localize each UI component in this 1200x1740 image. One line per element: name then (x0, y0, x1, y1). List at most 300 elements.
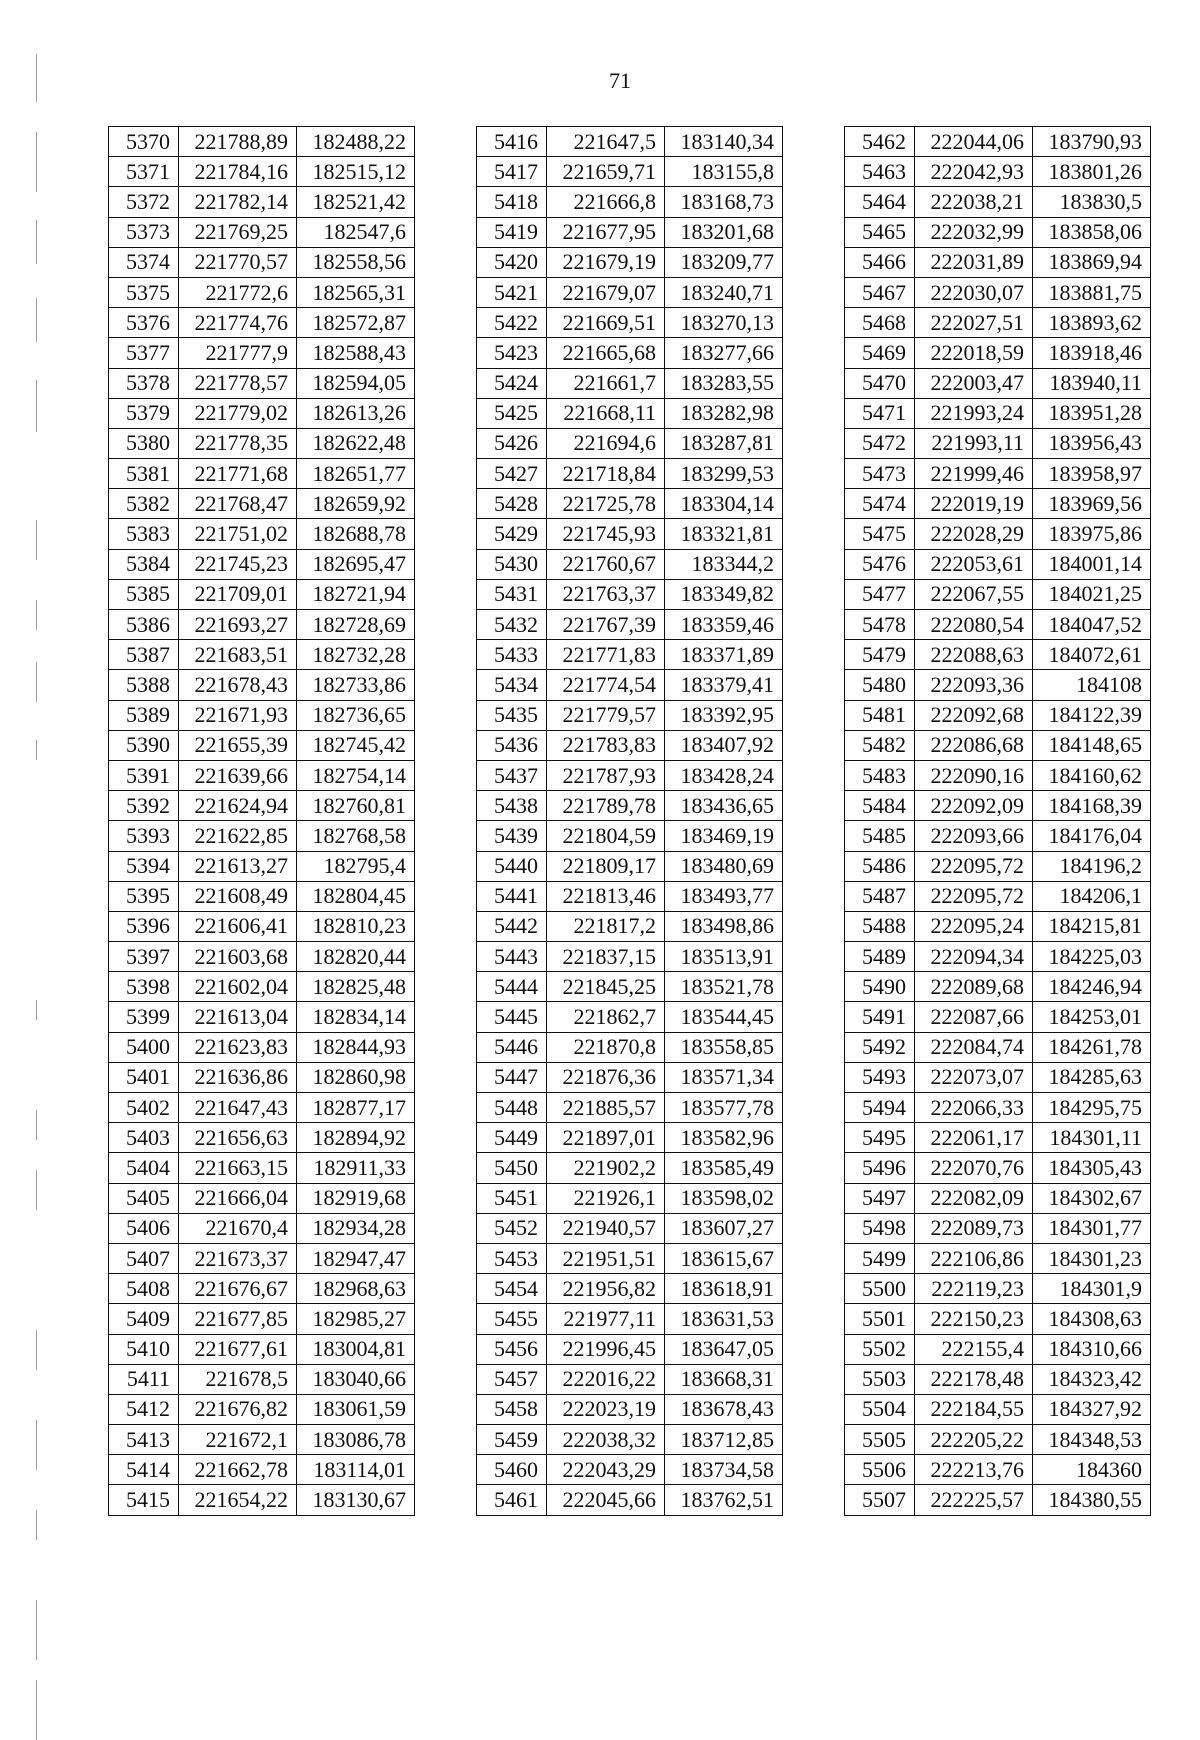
x-coordinate-cell: 222184,55 (915, 1394, 1033, 1424)
x-coordinate-cell: 222213,76 (915, 1455, 1033, 1485)
x-coordinate-cell: 222080,54 (915, 610, 1033, 640)
point-number-cell: 5437 (477, 760, 547, 790)
table-row (845, 1183, 1151, 1213)
x-coordinate-cell: 221679,19 (547, 247, 665, 277)
y-coordinate-cell: 182760,81 (297, 791, 415, 821)
point-number-cell: 5454 (477, 1274, 547, 1304)
y-coordinate-cell: 182947,47 (297, 1243, 415, 1273)
point-number-cell: 5421 (477, 277, 547, 307)
point-number-cell: 5483 (845, 760, 915, 790)
x-coordinate-cell: 221771,68 (179, 459, 297, 489)
table-row (477, 1304, 783, 1334)
y-coordinate-cell: 183544,45 (665, 1002, 783, 1032)
y-coordinate-cell: 183969,56 (1033, 489, 1151, 519)
x-coordinate-cell: 222095,72 (915, 881, 1033, 911)
table-row (477, 700, 783, 730)
x-coordinate-cell: 221677,85 (179, 1304, 297, 1334)
point-number-cell: 5492 (845, 1032, 915, 1062)
table-row (109, 760, 415, 790)
point-number-cell: 5500 (845, 1274, 915, 1304)
x-coordinate-cell: 221940,57 (547, 1213, 665, 1243)
point-number-cell: 5404 (109, 1153, 179, 1183)
x-coordinate-cell: 221678,5 (179, 1364, 297, 1394)
x-coordinate-cell: 221782,14 (179, 187, 297, 217)
table-row (109, 247, 415, 277)
x-coordinate-cell: 221672,1 (179, 1425, 297, 1455)
y-coordinate-cell: 184047,52 (1033, 610, 1151, 640)
y-coordinate-cell: 182733,86 (297, 670, 415, 700)
table-row (845, 489, 1151, 519)
x-coordinate-cell: 221779,02 (179, 398, 297, 428)
table-row (477, 368, 783, 398)
point-number-cell: 5436 (477, 730, 547, 760)
x-coordinate-cell: 221787,93 (547, 760, 665, 790)
x-coordinate-cell: 221745,23 (179, 549, 297, 579)
table-row (845, 459, 1151, 489)
point-number-cell: 5481 (845, 700, 915, 730)
table-row (477, 157, 783, 187)
table-row (109, 670, 415, 700)
y-coordinate-cell: 184206,1 (1033, 881, 1151, 911)
point-number-cell: 5422 (477, 308, 547, 338)
x-coordinate-cell: 222019,19 (915, 489, 1033, 519)
point-number-cell: 5413 (109, 1425, 179, 1455)
point-number-cell: 5385 (109, 579, 179, 609)
table-row (109, 911, 415, 941)
x-coordinate-cell: 221771,83 (547, 640, 665, 670)
point-number-cell: 5495 (845, 1123, 915, 1153)
point-number-cell: 5507 (845, 1485, 915, 1515)
x-coordinate-cell: 222016,22 (547, 1364, 665, 1394)
x-coordinate-cell: 221783,83 (547, 730, 665, 760)
y-coordinate-cell: 183469,19 (665, 821, 783, 851)
y-coordinate-cell: 183283,55 (665, 368, 783, 398)
y-coordinate-cell: 184225,03 (1033, 942, 1151, 972)
table-row (109, 368, 415, 398)
point-number-cell: 5461 (477, 1485, 547, 1515)
x-coordinate-cell: 221693,27 (179, 610, 297, 640)
table-row (477, 1364, 783, 1394)
x-coordinate-cell: 221772,6 (179, 277, 297, 307)
y-coordinate-cell: 182659,92 (297, 489, 415, 519)
point-number-cell: 5433 (477, 640, 547, 670)
coordinate-table-2 (476, 126, 783, 1516)
y-coordinate-cell: 182572,87 (297, 308, 415, 338)
y-coordinate-cell: 184021,25 (1033, 579, 1151, 609)
point-number-cell: 5459 (477, 1425, 547, 1455)
y-coordinate-cell: 184072,61 (1033, 640, 1151, 670)
y-coordinate-cell: 182911,33 (297, 1153, 415, 1183)
x-coordinate-cell: 221671,93 (179, 700, 297, 730)
table-row (109, 942, 415, 972)
y-coordinate-cell: 184285,63 (1033, 1062, 1151, 1092)
table-row (477, 1002, 783, 1032)
x-coordinate-cell: 222087,66 (915, 1002, 1033, 1032)
point-number-cell: 5412 (109, 1394, 179, 1424)
point-number-cell: 5497 (845, 1183, 915, 1213)
x-coordinate-cell: 221789,78 (547, 791, 665, 821)
table-row (109, 1093, 415, 1123)
point-number-cell: 5435 (477, 700, 547, 730)
y-coordinate-cell: 183678,43 (665, 1394, 783, 1424)
point-number-cell: 5473 (845, 459, 915, 489)
table-row (109, 1455, 415, 1485)
y-coordinate-cell: 184122,39 (1033, 700, 1151, 730)
table-row (845, 791, 1151, 821)
point-number-cell: 5441 (477, 881, 547, 911)
point-number-cell: 5493 (845, 1062, 915, 1092)
table-row (477, 821, 783, 851)
point-number-cell: 5447 (477, 1062, 547, 1092)
table-row (845, 730, 1151, 760)
point-number-cell: 5427 (477, 459, 547, 489)
point-number-cell: 5398 (109, 972, 179, 1002)
point-number-cell: 5408 (109, 1274, 179, 1304)
y-coordinate-cell: 184001,14 (1033, 549, 1151, 579)
y-coordinate-cell: 183282,98 (665, 398, 783, 428)
point-number-cell: 5457 (477, 1364, 547, 1394)
x-coordinate-cell: 221885,57 (547, 1093, 665, 1123)
y-coordinate-cell: 183168,73 (665, 187, 783, 217)
y-coordinate-cell: 184308,63 (1033, 1304, 1151, 1334)
x-coordinate-cell: 222119,23 (915, 1274, 1033, 1304)
point-number-cell: 5444 (477, 972, 547, 1002)
x-coordinate-cell: 221993,11 (915, 428, 1033, 458)
x-coordinate-cell: 221845,25 (547, 972, 665, 1002)
table-row (477, 549, 783, 579)
point-number-cell: 5399 (109, 1002, 179, 1032)
y-coordinate-cell: 183618,91 (665, 1274, 783, 1304)
point-number-cell: 5407 (109, 1243, 179, 1273)
point-number-cell: 5379 (109, 398, 179, 428)
table-row (845, 640, 1151, 670)
x-coordinate-cell: 221666,04 (179, 1183, 297, 1213)
table-row (109, 700, 415, 730)
x-coordinate-cell: 222155,4 (915, 1334, 1033, 1364)
point-number-cell: 5374 (109, 247, 179, 277)
point-number-cell: 5424 (477, 368, 547, 398)
table-row (109, 972, 415, 1002)
table-row (109, 1334, 415, 1364)
x-coordinate-cell: 221956,82 (547, 1274, 665, 1304)
table-row (109, 187, 415, 217)
x-coordinate-cell: 222092,09 (915, 791, 1033, 821)
point-number-cell: 5418 (477, 187, 547, 217)
table-row (109, 1183, 415, 1213)
point-number-cell: 5423 (477, 338, 547, 368)
y-coordinate-cell: 182732,28 (297, 640, 415, 670)
y-coordinate-cell: 183061,59 (297, 1394, 415, 1424)
table-row (109, 821, 415, 851)
point-number-cell: 5468 (845, 308, 915, 338)
table-row (109, 217, 415, 247)
point-number-cell: 5491 (845, 1002, 915, 1032)
table-row (845, 398, 1151, 428)
point-number-cell: 5429 (477, 519, 547, 549)
x-coordinate-cell: 221679,07 (547, 277, 665, 307)
x-coordinate-cell: 221659,71 (547, 157, 665, 187)
point-number-cell: 5501 (845, 1304, 915, 1334)
table-row (477, 579, 783, 609)
y-coordinate-cell: 184215,81 (1033, 911, 1151, 941)
x-coordinate-cell: 221770,57 (179, 247, 297, 277)
point-number-cell: 5503 (845, 1364, 915, 1394)
y-coordinate-cell: 182521,42 (297, 187, 415, 217)
x-coordinate-cell: 221751,02 (179, 519, 297, 549)
y-coordinate-cell: 184176,04 (1033, 821, 1151, 851)
y-coordinate-cell: 183321,81 (665, 519, 783, 549)
table-row (845, 127, 1151, 157)
table-row (109, 157, 415, 187)
y-coordinate-cell: 183607,27 (665, 1213, 783, 1243)
point-number-cell: 5449 (477, 1123, 547, 1153)
y-coordinate-cell: 183615,67 (665, 1243, 783, 1273)
y-coordinate-cell: 183577,78 (665, 1093, 783, 1123)
point-number-cell: 5488 (845, 911, 915, 941)
x-coordinate-cell: 222003,47 (915, 368, 1033, 398)
x-coordinate-cell: 221663,15 (179, 1153, 297, 1183)
x-coordinate-cell: 221769,25 (179, 217, 297, 247)
table-row (845, 851, 1151, 881)
table-row (477, 308, 783, 338)
point-number-cell: 5406 (109, 1213, 179, 1243)
y-coordinate-cell: 183647,05 (665, 1334, 783, 1364)
table-row (109, 1425, 415, 1455)
y-coordinate-cell: 183428,24 (665, 760, 783, 790)
point-number-cell: 5489 (845, 942, 915, 972)
x-coordinate-cell: 222053,61 (915, 549, 1033, 579)
point-number-cell: 5506 (845, 1455, 915, 1485)
table-row (845, 157, 1151, 187)
x-coordinate-cell: 222089,73 (915, 1213, 1033, 1243)
point-number-cell: 5474 (845, 489, 915, 519)
y-coordinate-cell: 182558,56 (297, 247, 415, 277)
table-row (845, 217, 1151, 247)
x-coordinate-cell: 222178,48 (915, 1364, 1033, 1394)
table-row (845, 1274, 1151, 1304)
table-row (845, 1093, 1151, 1123)
y-coordinate-cell: 183830,5 (1033, 187, 1151, 217)
y-coordinate-cell: 183918,46 (1033, 338, 1151, 368)
table-row (109, 730, 415, 760)
table-row (845, 1334, 1151, 1364)
x-coordinate-cell: 221678,43 (179, 670, 297, 700)
point-number-cell: 5417 (477, 157, 547, 187)
x-coordinate-cell: 221767,39 (547, 610, 665, 640)
table-row (477, 640, 783, 670)
x-coordinate-cell: 222042,93 (915, 157, 1033, 187)
x-coordinate-cell: 222086,68 (915, 730, 1033, 760)
x-coordinate-cell: 221996,45 (547, 1334, 665, 1364)
table-row (109, 1274, 415, 1304)
table-row (845, 1394, 1151, 1424)
x-coordinate-cell: 222093,36 (915, 670, 1033, 700)
x-coordinate-cell: 221636,86 (179, 1062, 297, 1092)
y-coordinate-cell: 182934,28 (297, 1213, 415, 1243)
table-row (109, 1032, 415, 1062)
point-number-cell: 5470 (845, 368, 915, 398)
point-number-cell: 5484 (845, 791, 915, 821)
point-number-cell: 5419 (477, 217, 547, 247)
y-coordinate-cell: 184305,43 (1033, 1153, 1151, 1183)
table-row (477, 277, 783, 307)
y-coordinate-cell: 183493,77 (665, 881, 783, 911)
x-coordinate-cell: 221670,4 (179, 1213, 297, 1243)
table-row (477, 127, 783, 157)
y-coordinate-cell: 183951,28 (1033, 398, 1151, 428)
point-number-cell: 5371 (109, 157, 179, 187)
x-coordinate-cell: 221709,01 (179, 579, 297, 609)
x-coordinate-cell: 221725,78 (547, 489, 665, 519)
x-coordinate-cell: 222092,68 (915, 700, 1033, 730)
y-coordinate-cell: 182810,23 (297, 911, 415, 941)
point-number-cell: 5479 (845, 640, 915, 670)
x-coordinate-cell: 221623,83 (179, 1032, 297, 1062)
x-coordinate-cell: 221779,57 (547, 700, 665, 730)
point-number-cell: 5402 (109, 1093, 179, 1123)
y-coordinate-cell: 182985,27 (297, 1304, 415, 1334)
table-row (477, 1243, 783, 1273)
x-coordinate-cell: 222030,07 (915, 277, 1033, 307)
point-number-cell: 5458 (477, 1394, 547, 1424)
table-row (109, 1304, 415, 1334)
y-coordinate-cell: 184168,39 (1033, 791, 1151, 821)
point-number-cell: 5392 (109, 791, 179, 821)
y-coordinate-cell: 182613,26 (297, 398, 415, 428)
y-coordinate-cell: 182488,22 (297, 127, 415, 157)
x-coordinate-cell: 222084,74 (915, 1032, 1033, 1062)
point-number-cell: 5431 (477, 579, 547, 609)
point-number-cell: 5373 (109, 217, 179, 247)
y-coordinate-cell: 182721,94 (297, 579, 415, 609)
point-number-cell: 5410 (109, 1334, 179, 1364)
y-coordinate-cell: 183585,49 (665, 1153, 783, 1183)
x-coordinate-cell: 221788,89 (179, 127, 297, 157)
point-number-cell: 5434 (477, 670, 547, 700)
table-row (109, 791, 415, 821)
point-number-cell: 5372 (109, 187, 179, 217)
y-coordinate-cell: 183304,14 (665, 489, 783, 519)
y-coordinate-cell: 183712,85 (665, 1425, 783, 1455)
y-coordinate-cell: 182834,14 (297, 1002, 415, 1032)
y-coordinate-cell: 183086,78 (297, 1425, 415, 1455)
point-number-cell: 5388 (109, 670, 179, 700)
point-number-cell: 5377 (109, 338, 179, 368)
y-coordinate-cell: 182860,98 (297, 1062, 415, 1092)
x-coordinate-cell: 221668,11 (547, 398, 665, 428)
x-coordinate-cell: 222095,72 (915, 851, 1033, 881)
table-row (109, 610, 415, 640)
table-row (109, 640, 415, 670)
table-row (109, 1364, 415, 1394)
y-coordinate-cell: 182820,44 (297, 942, 415, 972)
y-coordinate-cell: 183299,53 (665, 459, 783, 489)
table-row (845, 1455, 1151, 1485)
y-coordinate-cell: 183392,95 (665, 700, 783, 730)
point-number-cell: 5477 (845, 579, 915, 609)
x-coordinate-cell: 221654,22 (179, 1485, 297, 1515)
table-row (109, 1394, 415, 1424)
point-number-cell: 5416 (477, 127, 547, 157)
table-row (477, 1032, 783, 1062)
table-row (845, 760, 1151, 790)
table-row (477, 217, 783, 247)
point-number-cell: 5463 (845, 157, 915, 187)
point-number-cell: 5396 (109, 911, 179, 941)
x-coordinate-cell: 222061,17 (915, 1123, 1033, 1153)
x-coordinate-cell: 222150,23 (915, 1304, 1033, 1334)
x-coordinate-cell: 221777,9 (179, 338, 297, 368)
y-coordinate-cell: 184348,53 (1033, 1425, 1151, 1455)
x-coordinate-cell: 222094,34 (915, 942, 1033, 972)
x-coordinate-cell: 221993,24 (915, 398, 1033, 428)
point-number-cell: 5476 (845, 549, 915, 579)
y-coordinate-cell: 184360 (1033, 1455, 1151, 1485)
y-coordinate-cell: 183140,34 (665, 127, 783, 157)
y-coordinate-cell: 182728,69 (297, 610, 415, 640)
table-row (845, 881, 1151, 911)
table-row (477, 459, 783, 489)
table-row (477, 791, 783, 821)
y-coordinate-cell: 182919,68 (297, 1183, 415, 1213)
point-number-cell: 5405 (109, 1183, 179, 1213)
x-coordinate-cell: 222070,76 (915, 1153, 1033, 1183)
y-coordinate-cell: 183349,82 (665, 579, 783, 609)
point-number-cell: 5414 (109, 1455, 179, 1485)
x-coordinate-cell: 221602,04 (179, 972, 297, 1002)
point-number-cell: 5387 (109, 640, 179, 670)
table-row (109, 579, 415, 609)
point-number-cell: 5480 (845, 670, 915, 700)
x-coordinate-cell: 222082,09 (915, 1183, 1033, 1213)
x-coordinate-cell: 221608,49 (179, 881, 297, 911)
x-coordinate-cell: 221665,68 (547, 338, 665, 368)
table-row (477, 1334, 783, 1364)
point-number-cell: 5397 (109, 942, 179, 972)
table-row (845, 1425, 1151, 1455)
point-number-cell: 5440 (477, 851, 547, 881)
table-row (845, 911, 1151, 941)
point-number-cell: 5471 (845, 398, 915, 428)
point-number-cell: 5426 (477, 428, 547, 458)
y-coordinate-cell: 182588,43 (297, 338, 415, 368)
point-number-cell: 5393 (109, 821, 179, 851)
point-number-cell: 5465 (845, 217, 915, 247)
table-row (845, 1123, 1151, 1153)
y-coordinate-cell: 184261,78 (1033, 1032, 1151, 1062)
x-coordinate-cell: 221662,78 (179, 1455, 297, 1485)
table-row (109, 1153, 415, 1183)
y-coordinate-cell: 183631,53 (665, 1304, 783, 1334)
x-coordinate-cell: 221813,46 (547, 881, 665, 911)
y-coordinate-cell: 184148,65 (1033, 730, 1151, 760)
y-coordinate-cell: 183881,75 (1033, 277, 1151, 307)
point-number-cell: 5448 (477, 1093, 547, 1123)
table-row (477, 1455, 783, 1485)
y-coordinate-cell: 184301,9 (1033, 1274, 1151, 1304)
table-row (845, 1485, 1151, 1515)
table-row (477, 911, 783, 941)
table-row (845, 428, 1151, 458)
x-coordinate-cell: 221647,5 (547, 127, 665, 157)
table-row (109, 459, 415, 489)
table-row (845, 610, 1151, 640)
x-coordinate-cell: 222027,51 (915, 308, 1033, 338)
point-number-cell: 5378 (109, 368, 179, 398)
point-number-cell: 5462 (845, 127, 915, 157)
point-number-cell: 5383 (109, 519, 179, 549)
y-coordinate-cell: 182968,63 (297, 1274, 415, 1304)
